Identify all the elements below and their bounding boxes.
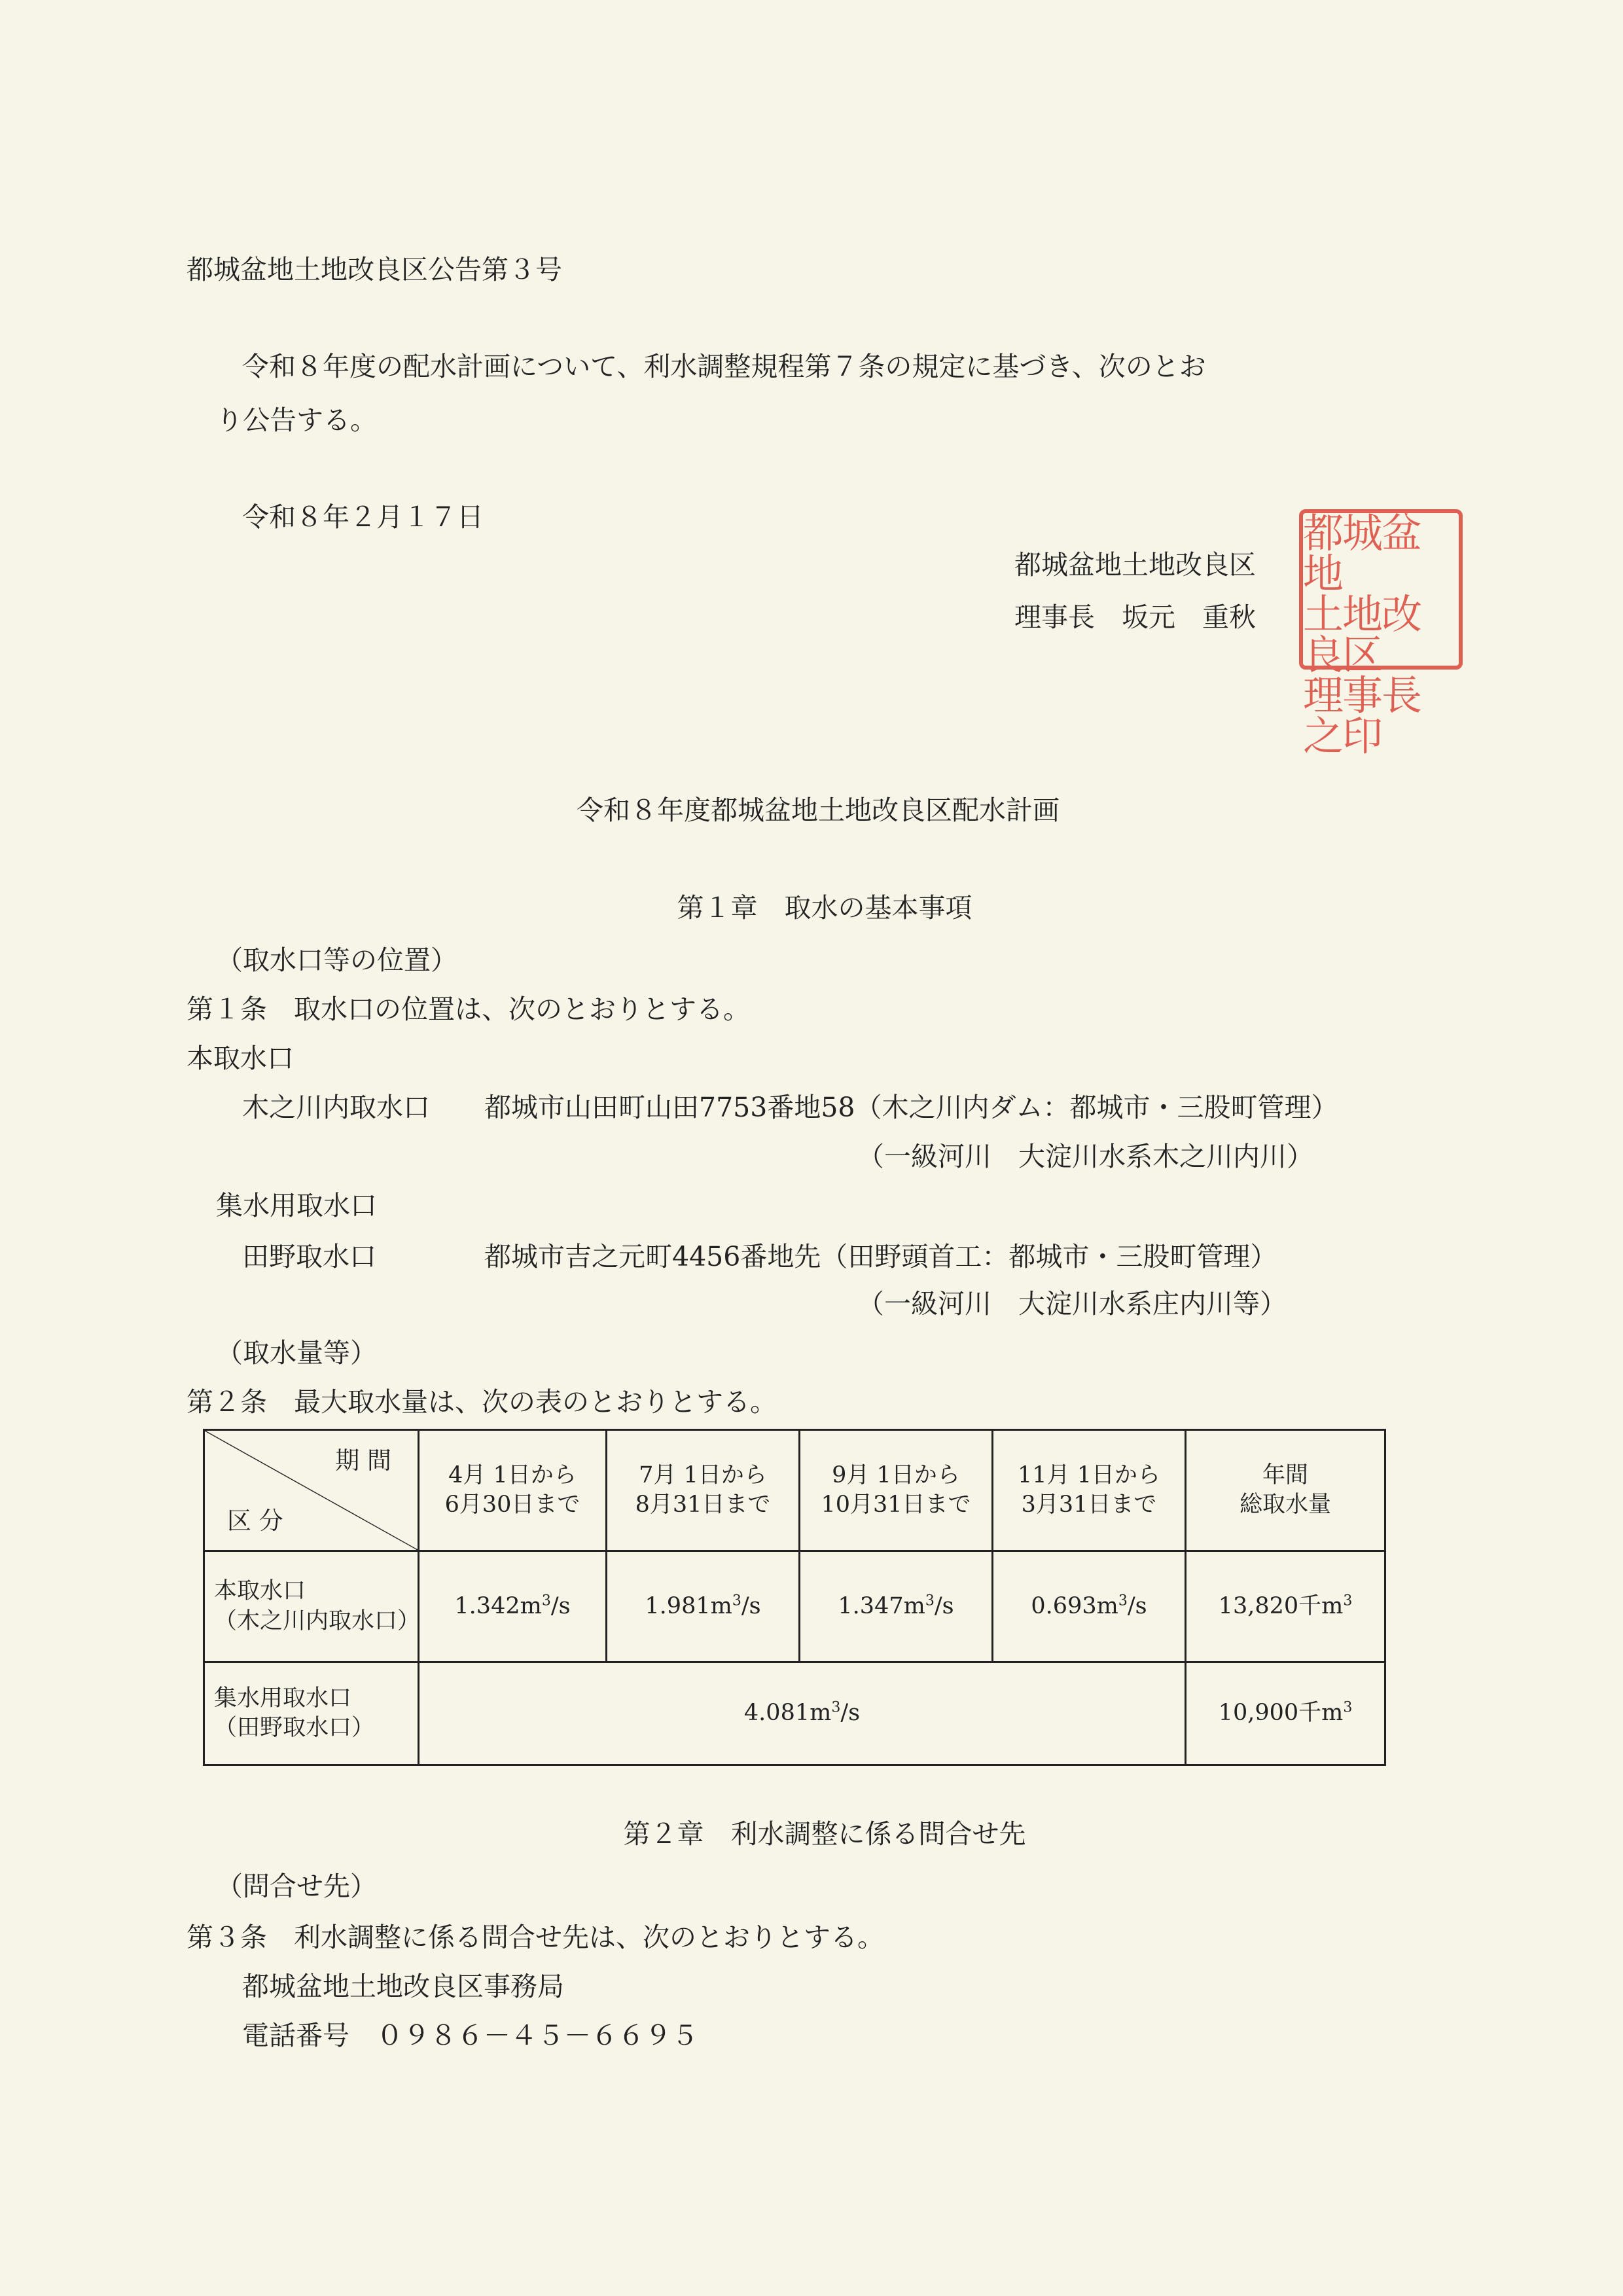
annual-cell	[1186, 1662, 1385, 1765]
seal-line: 都城盆地	[1303, 509, 1421, 598]
flow-unit-tail: /s	[840, 1700, 861, 1727]
unit-exponent: 3	[831, 1699, 841, 1716]
flow-cell-merged	[419, 1662, 1186, 1765]
corner-category-label: 区 分	[227, 1506, 283, 1535]
collect-intake-label: 集水用取水口	[216, 1190, 377, 1221]
period-end: 6月30日まで	[444, 1492, 580, 1518]
flow-cell	[419, 1551, 607, 1662]
row-name: 集水用取水口	[214, 1685, 352, 1712]
issuer-name: 理事長 坂元 重秋	[1014, 601, 1256, 633]
flow-value: 1.981	[645, 1592, 711, 1619]
annual-header-line: 年間	[1262, 1462, 1308, 1488]
flow-unit-tail: /s	[741, 1592, 761, 1619]
intake-volume-table	[203, 1429, 1386, 1766]
period-end: 3月31日まで	[1021, 1492, 1157, 1518]
corner-period-label: 期 間	[335, 1446, 391, 1475]
chapter-2-title: 第２章 利水調整に係る問合せ先	[623, 1818, 1026, 1850]
period-start: 4月 1日から	[448, 1462, 577, 1488]
row-header-main-intake	[204, 1551, 419, 1662]
notice-number: 都城盆地土地改良区公告第３号	[187, 254, 562, 285]
contact-phone: 電話番号 ０９８６－４５－６６９５	[242, 2020, 698, 2051]
heading-intake-volume: （取水量等）	[216, 1337, 377, 1369]
row-header-collect-intake	[204, 1662, 419, 1765]
row-sub: （木之川内取水口）	[214, 1607, 421, 1634]
article-2: 第２条 最大取水量は、次の表のとおりとする。	[187, 1386, 777, 1418]
flow-cell	[800, 1551, 993, 1662]
period-header	[607, 1430, 800, 1551]
flow-unit: m	[1096, 1592, 1118, 1619]
flow-cell	[993, 1551, 1186, 1662]
unit-exponent: 3	[1343, 1592, 1353, 1609]
collect-intake-river: （一級河川 大淀川水系庄内川等）	[857, 1288, 1287, 1319]
main-intake-river: （一級河川 大淀川水系木之川内川）	[857, 1141, 1313, 1172]
article-1: 第１条 取水口の位置は、次のとおりとする。	[187, 994, 750, 1025]
unit-exponent: 3	[925, 1592, 935, 1609]
flow-unit-tail: /s	[1127, 1592, 1147, 1619]
period-start: 11月 1日から	[1018, 1462, 1160, 1488]
article-3: 第３条 利水調整に係る問合せ先は、次のとおりとする。	[187, 1922, 884, 1953]
seal-line: 理事長之印	[1303, 672, 1421, 760]
period-header	[419, 1430, 607, 1551]
period-start: 7月 1日から	[639, 1462, 767, 1488]
notice-date: 令和８年２月１７日	[242, 501, 484, 533]
intro-line-2: り公告する。	[216, 404, 377, 436]
main-intake-name: 木之川内取水口	[242, 1092, 430, 1123]
chapter-1-title: 第１章 取水の基本事項	[677, 892, 972, 924]
heading-intake-location: （取水口等の位置）	[216, 944, 457, 976]
unit-exponent: 3	[732, 1592, 741, 1609]
period-header	[800, 1430, 993, 1551]
annual-header	[1186, 1430, 1385, 1551]
issuer-org: 都城盆地土地改良区	[1014, 549, 1256, 581]
official-seal	[1299, 509, 1463, 760]
flow-unit-tail: /s	[934, 1592, 954, 1619]
unit-exponent: 3	[541, 1592, 551, 1609]
flow-unit: m	[520, 1592, 542, 1619]
period-start: 9月 1日から	[832, 1462, 960, 1488]
collect-intake-name: 田野取水口	[242, 1241, 376, 1272]
flow-value: 1.342	[454, 1592, 520, 1619]
unit-exponent: 3	[1343, 1699, 1353, 1716]
main-intake-label: 本取水口	[187, 1043, 294, 1074]
flow-unit: m	[710, 1592, 732, 1619]
period-end: 10月31日まで	[821, 1492, 971, 1518]
annual-value: 13,820千m	[1218, 1592, 1344, 1619]
flow-value: 4.081	[743, 1700, 810, 1727]
annual-value: 10,900千m	[1218, 1700, 1344, 1727]
period-header	[993, 1430, 1186, 1551]
flow-value: 1.347	[838, 1592, 904, 1619]
row-sub: （田野取水口）	[214, 1715, 375, 1741]
flow-unit: m	[810, 1700, 832, 1727]
annual-header-line: 総取水量	[1239, 1492, 1331, 1518]
heading-contact: （問合せ先）	[216, 1871, 377, 1902]
intro-line-1: 令和８年度の配水計画について、利水調整規程第７条の規定に基づき、次のとお	[242, 351, 1206, 382]
flow-unit-tail: /s	[550, 1592, 571, 1619]
period-end: 8月31日まで	[635, 1492, 771, 1518]
contact-office: 都城盆地土地改良区事務局	[242, 1971, 564, 2002]
flow-value: 0.693	[1031, 1592, 1097, 1619]
main-intake-location: 都城市山田町山田7753番地58（木之川内ダム：都城市・三股町管理）	[484, 1092, 1338, 1123]
collect-intake-location: 都城市吉之元町4456番地先（田野頭首工：都城市・三股町管理）	[484, 1241, 1277, 1272]
annual-cell	[1186, 1551, 1385, 1662]
unit-exponent: 3	[1118, 1592, 1128, 1609]
plan-title: 令和８年度都城盆地土地改良区配水計画	[577, 795, 1060, 826]
table-corner-header	[204, 1430, 419, 1551]
row-name: 本取水口	[214, 1578, 306, 1604]
seal-line: 土地改良区	[1303, 590, 1421, 679]
flow-cell	[607, 1551, 800, 1662]
flow-unit: m	[903, 1592, 925, 1619]
